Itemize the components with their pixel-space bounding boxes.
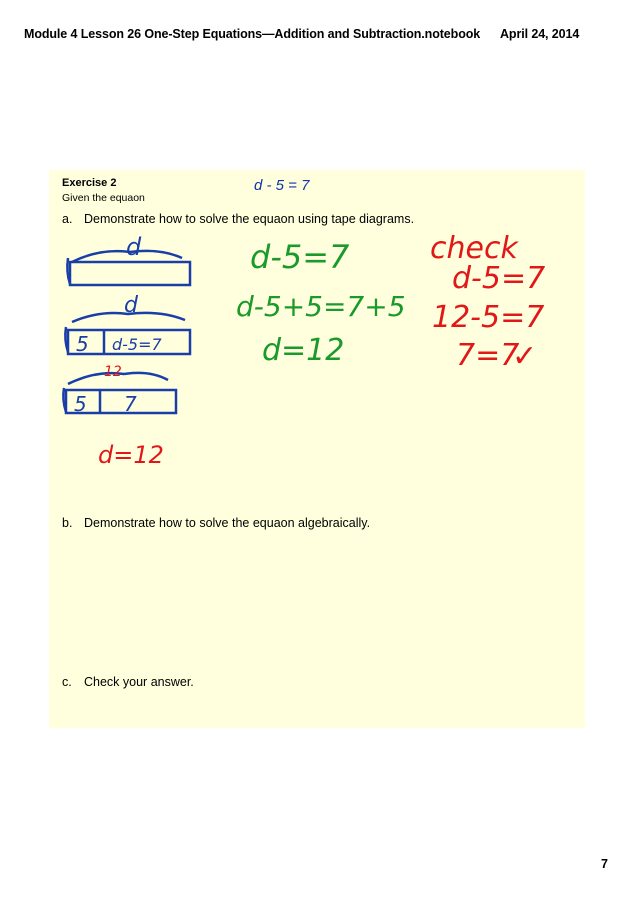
item-a-label: a. [62,212,73,226]
page-number: 7 [601,857,608,871]
check-work [430,231,545,374]
algebra-step-1: d-5=7 [250,238,350,276]
tape-3-label: 12 [104,364,122,380]
tape-2-label: d [124,293,138,318]
item-c-label: c. [62,675,72,689]
tape-1-bar [70,262,190,285]
tape-diagram-1 [67,233,190,285]
given-equation: d - 5 = 7 [254,177,310,194]
document-title: Module 4 Lesson 26 One-Step Equations—Addition and Subtraction.notebook [24,27,481,41]
item-b-text: Demonstrate how to solve the equaon algebraically. [84,516,371,530]
tape-2-cell-1: 5 [76,332,89,356]
tape-3-cell-1: 5 [74,392,87,416]
tape-2-cell-2: d-5=7 [112,335,162,354]
check-mark-icon: ✓ [512,339,538,374]
exercise-subtitle: Given the equaon [62,192,145,204]
check-step-3: 7=7 [456,338,520,373]
check-step-2: 12-5=7 [432,300,545,335]
tape-3-cell-2: 7 [124,392,137,416]
algebra-step-2: d-5+5=7+5 [236,290,406,323]
check-title: check [430,231,518,266]
tape-result: d=12 [98,441,164,469]
algebra-step-3: d=12 [262,333,345,368]
document-date: April 24, 2014 [500,27,580,41]
exercise-title: Exercise 2 [62,177,117,189]
tape-1-label: d [126,233,142,261]
algebra-work [236,238,406,368]
tape-diagram-2 [65,293,190,356]
item-c-text: Check your answer. [84,675,194,689]
check-step-1: d-5=7 [452,261,546,296]
item-b-label: b. [62,516,73,530]
tape-diagram-3 [63,364,176,416]
item-a-text: Demonstrate how to solve the equaon using tape diagrams. [84,212,415,226]
